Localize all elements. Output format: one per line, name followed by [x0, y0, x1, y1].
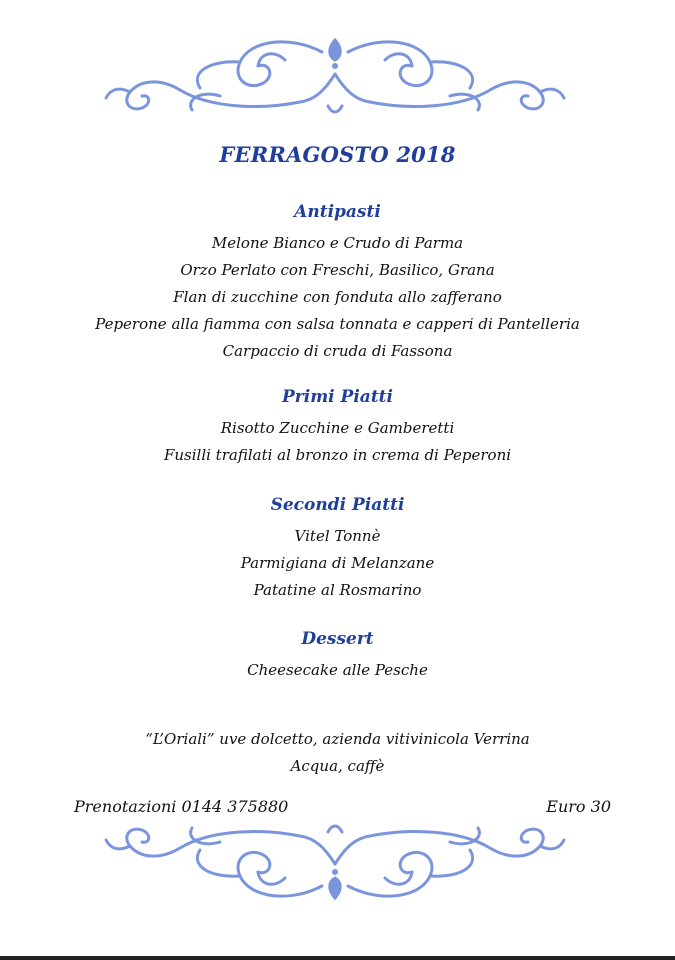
bottom-flourish-icon: [100, 818, 570, 908]
menu-item: Parmigiana di Melanzane: [240, 554, 435, 572]
section-dessert: [0, 627, 675, 684]
drinks-line: Acqua, caffè: [290, 757, 385, 775]
top-flourish-icon: [100, 30, 570, 120]
page-bottom-border: [0, 956, 675, 960]
section-title: Secondi Piatti: [270, 495, 405, 515]
menu-item: Cheesecake alle Pesche: [247, 661, 428, 679]
reservation-phone: Prenotazioni 0144 375880: [74, 797, 289, 816]
menu-item: Carpaccio di cruda di Fassona: [222, 342, 453, 360]
menu-item: Risotto Zucchine e Gamberetti: [220, 419, 455, 437]
section-secondi-piatti: [0, 493, 675, 604]
menu-item: Melone Bianco e Crudo di Parma: [211, 234, 464, 252]
menu-item: Patatine al Rosmarino: [253, 581, 422, 599]
menu-item: Vitel Tonnè: [294, 527, 381, 545]
section-title: Dessert: [301, 629, 374, 649]
menu-item: Peperone alla fiamma con salsa tonnata e capperi di Pantelleria: [95, 315, 580, 333]
section-primi-piatti: [0, 385, 675, 469]
wine-line: “L’Oriali” uve dolcetto, azienda vitivinicola Verrina: [145, 730, 530, 748]
section-antipasti: [0, 200, 675, 365]
extras-block: [0, 726, 675, 780]
menu-item: Orzo Perlato con Freschi, Basilico, Grana: [180, 261, 495, 279]
menu-title: FERRAGOSTO 2018: [219, 142, 456, 167]
menu-item: Fusilli trafilati al bronzo in crema di Peperoni: [163, 446, 512, 464]
section-title: Primi Piatti: [282, 387, 393, 407]
section-title: Antipasti: [294, 202, 381, 222]
menu-item: Flan di zucchine con fonduta allo zafferano: [173, 288, 502, 306]
price: Euro 30: [546, 797, 611, 816]
